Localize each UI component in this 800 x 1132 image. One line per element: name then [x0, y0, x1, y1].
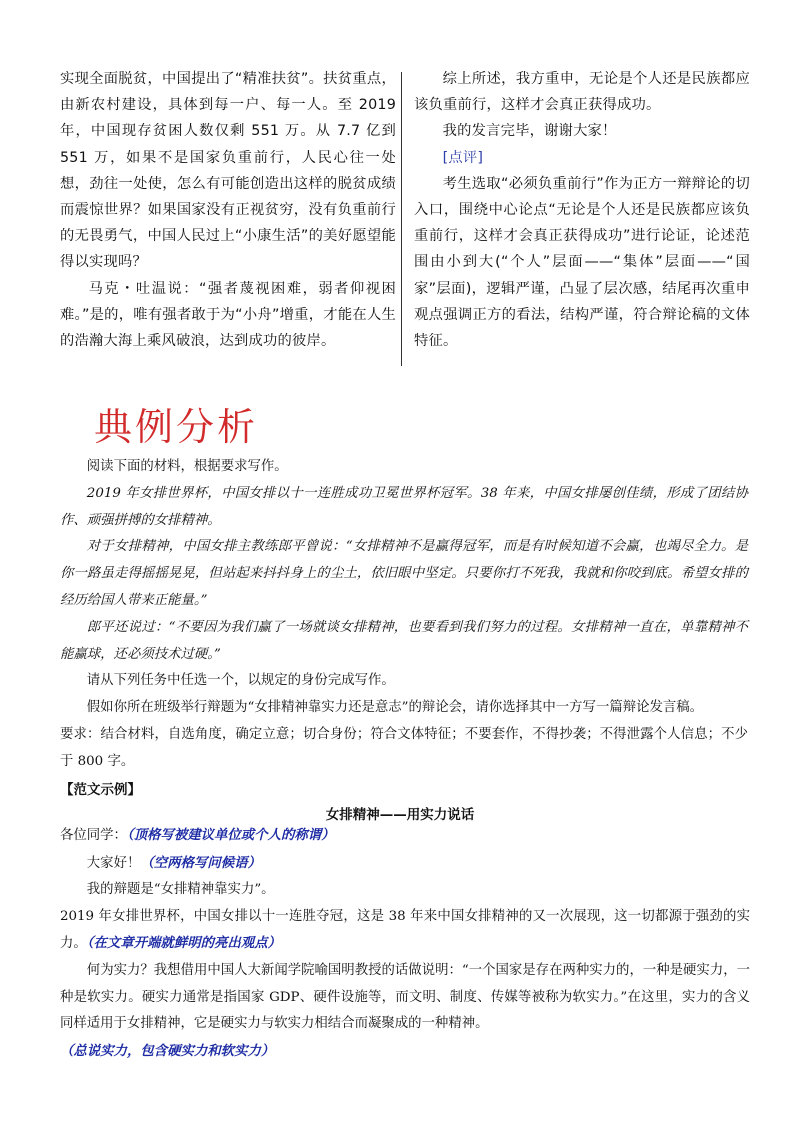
requirements: 要求：结合材料，自选角度，确定立意；切合身份；符合文体特征；不要套作，不得抄袭；不得泄露个人信息；不少于 800 字。 [60, 726, 748, 769]
sample-label: 【范文示例】 [60, 782, 141, 798]
essay-paragraph-1-text: 2019 年女排世界杯，中国女排以十一连胜夺冠，这是 38 年来中国女排精神的又一次展现，这一切都源于强劲的实力。 [60, 908, 750, 952]
left-paragraph-1: 实现全面脱贫，中国提出了“精准扶贫”。扶贫重点，由新农村建设，具体到每一户、每一人。至 2019 年，中国现存贫困人数仅剩 551 万。从 7.7 亿到 551 万，如果不是国家负重前行，人民心往一处想，劲往一处使，怎么有可能创造出这样的脱贫成绩而震惊世界？如果国家没有正视贫穷，没有负重前行的无畏勇气，中国人民过上“小康生活”的美好愿望能得以实现吗？ [60, 71, 396, 271]
essay-hello [60, 850, 750, 878]
greeting-note: （顶格写被建议单位或个人的称谓） [126, 827, 335, 843]
hello-text: 大家好！ [86, 855, 141, 871]
section-title: 典例分析 [94, 405, 259, 449]
material-paragraph-2: 对于女排精神，中国女排主教练郎平曾说：“女排精神不是赢得冠军，而是有时候知道不会赢，也竭尽全力。是你一路虽走得摇摇晃晃，但站起来抖抖身上的尘土，依旧眼中坚定。只要你打不死我，我就和你咬到底。希望女排的经历给国人带来正能量。” [60, 539, 748, 608]
left-column [60, 66, 396, 354]
sample-essay [60, 822, 750, 1064]
column-divider [401, 72, 402, 366]
greeting-text: 各位同学： [60, 828, 127, 843]
essay-paragraph-2: 何为实力？我想借用中国人大新闻学院喻国明教授的话做说明：“一个国家是存在两种实力的，一种是硬实力，一种是软实力。硬实力通常是指国家 GDP、硬件设施等，而文明、制度、传媒等被称为软实力。”在这里，实力的含义同样适用于女排精神，它是硬实力与软实力相结合而凝聚成的一种精神。 [60, 962, 750, 1032]
essay-topic: 我的辩题是“女排精神靠实力”。 [86, 882, 275, 898]
material-block [60, 454, 748, 776]
right-paragraph-1: 综上所述，我方重申，无论是个人还是民族都应该负重前行，这样才会真正获得成功。 [414, 71, 750, 114]
sample-title: 女排精神——用实力说话 [325, 807, 475, 823]
material-intro: 阅读下面的材料，根据要求写作。 [86, 459, 288, 474]
essay-paragraph-1 [60, 904, 750, 958]
essay-paragraph-1-note: （在文章开端就鲜明的亮出观点） [86, 935, 281, 952]
task-instruction: 请从下列任务中任选一个，以规定的身份完成写作。 [86, 673, 395, 689]
comment-paragraph: 考生选取“必须负重前行”作为正方一辩辩论的切入口，围绕中心论点“无论是个人还是民族都应该负重前行，这样才会真正获得成功”进行论证，论述范围由小到大(“个人”层面——“集体”层面——“国家”层面)，逻辑严谨，凸显了层次感，结尾再次重申观点强调正方的看法，结构严谨，符合辩论稿的文体特征。 [414, 175, 750, 350]
essay-greeting [60, 822, 750, 850]
left-paragraph-2: 马克・吐温说：“强者蔑视困难，弱者仰视困难。”是的，唯有强者敢于为“小舟”增重，才能在人生的浩瀚大海上乘风破浪，达到成功的彼岸。 [60, 280, 396, 350]
right-paragraph-2: 我的发言完毕，谢谢大家！ [442, 123, 617, 140]
task-prompt: 假如你所在班级举行辩题为“女排精神靠实力还是意志”的辩论会，请你选择其中一方写一篇辩论发言稿。 [86, 700, 704, 716]
material-paragraph-1: 2019 年女排世界杯，中国女排以十一连胜成功卫冕世界杯冠军。38 年来，中国女排屡创佳绩，形成了团结协作、顽强拼搏的女排精神。 [60, 485, 748, 528]
right-column [414, 66, 750, 354]
comment-label: [点评] [442, 149, 484, 166]
essay-paragraph-2-note: （总说实力，包含硬实力和软实力） [60, 1042, 275, 1059]
hello-note: （空两格写问候语） [140, 854, 261, 871]
material-paragraph-3: 郎平还说过：“不要因为我们赢了一场就谈女排精神，也要看到我们努力的过程。女排精神一直在，单靠精神不能赢球，还必须技术过硬。” [60, 619, 748, 662]
